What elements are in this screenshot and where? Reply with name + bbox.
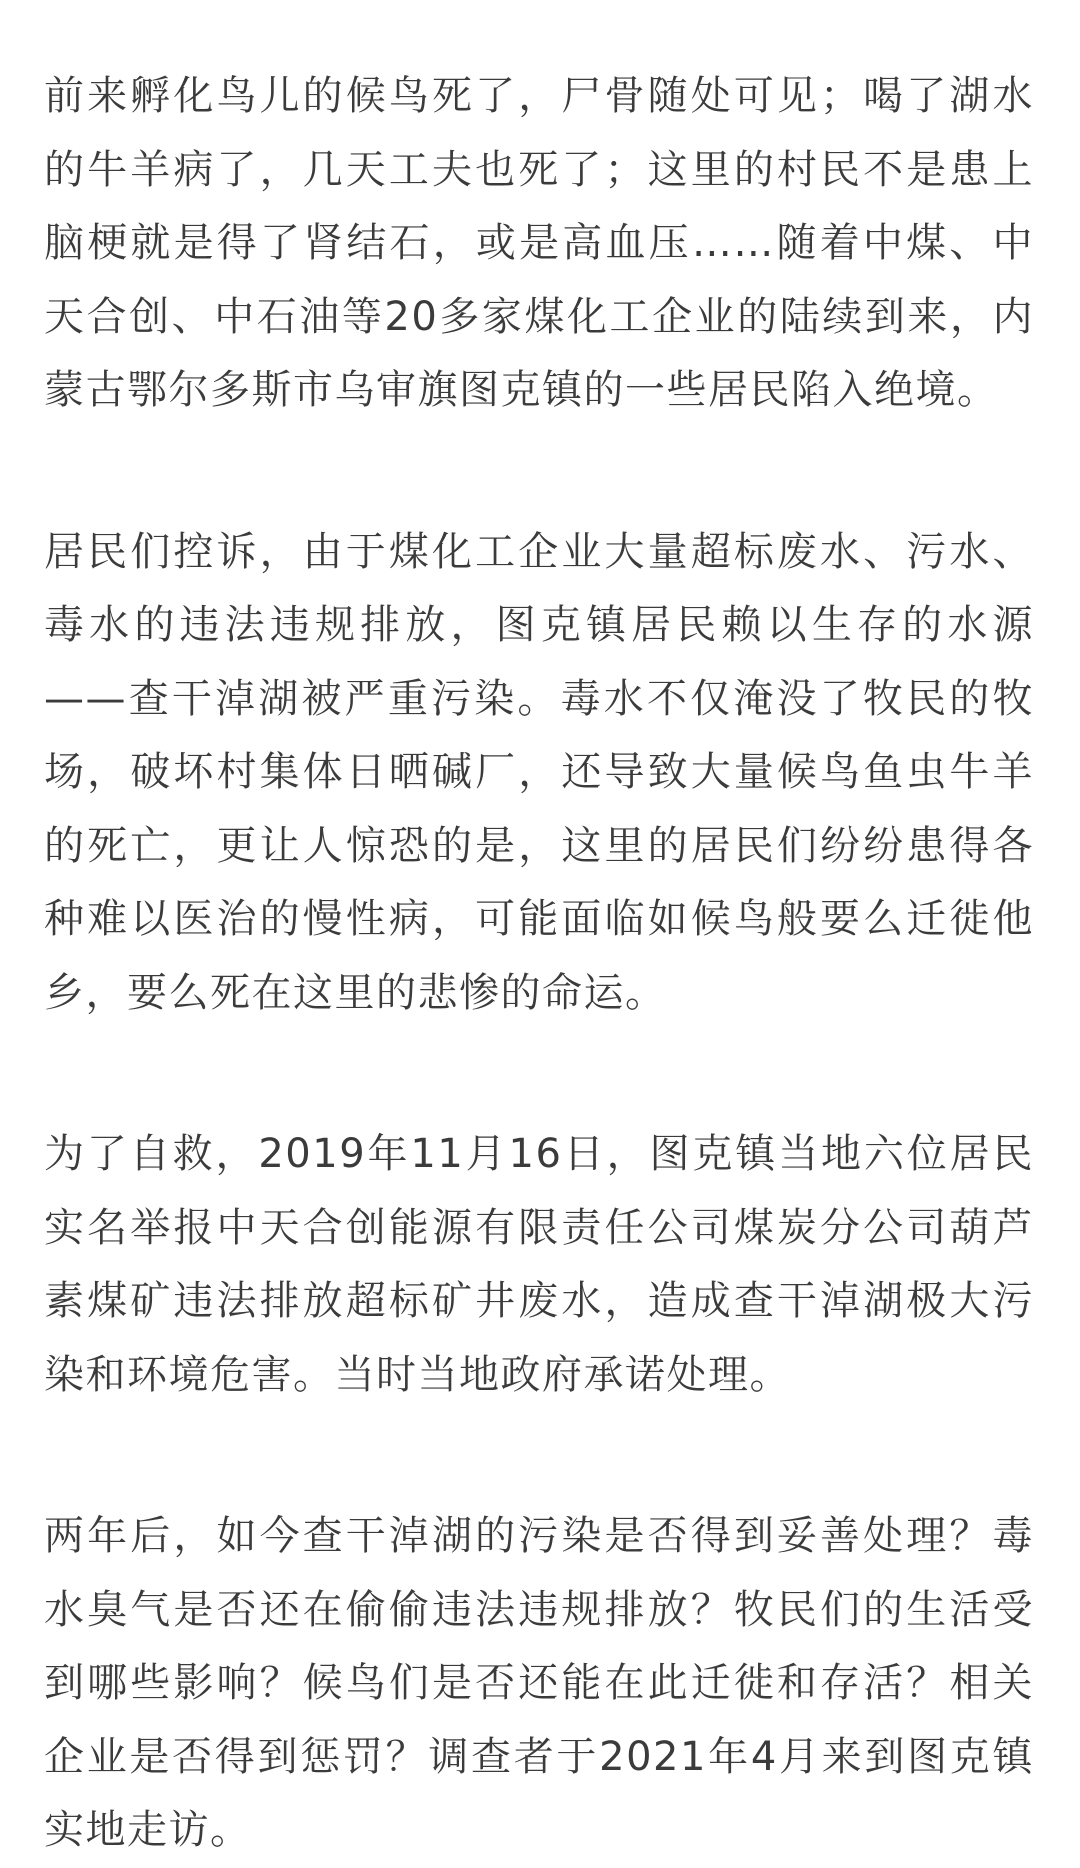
paragraph-4: 两年后，如今查干淖湖的污染是否得到妥善处理？毒水臭气是否还在偷偷违法违规排放？牧民们的生活受到哪些影响？候鸟们是否还能在此迁徙和存活？相关企业是否得到惩罚？调查者于2021年4月来到图克镇实地走访。 [44, 1513, 1034, 1853]
paragraph-2: 居民们控诉，由于煤化工企业大量超标废水、污水、毒水的违法违规排放，图克镇居民赖以生存的水源——查干淖湖被严重污染。毒水不仅淹没了牧民的牧场，破坏村集体日晒碱厂，还导致大量候鸟鱼虫牛羊的死亡，更让人惊恐的是，这里的居民们纷纷患得各种难以医治的慢性病，可能面临如候鸟般要么迁徙他乡，要么死在这里的悲惨的命运。 [44, 528, 1034, 1016]
paragraph-3: 为了自救，2019年11月16日，图克镇当地六位居民实名举报中天合创能源有限责任公司煤炭分公司葫芦素煤矿违法排放超标矿井废水，造成查干淖湖极大污染和环境危害。当时当地政府承诺处理。 [44, 1131, 1034, 1398]
article-body [44, 60, 1034, 1868]
paragraph-1: 前来孵化鸟儿的候鸟死了，尸骨随处可见；喝了湖水的牛羊病了，几天工夫也死了；这里的村民不是患上脑梗就是得了肾结石，或是高血压……随着中煤、中天合创、中石油等20多家煤化工企业的陆续到来，内蒙古鄂尔多斯市乌审旗图克镇的一些居民陷入绝境。 [44, 73, 1034, 413]
